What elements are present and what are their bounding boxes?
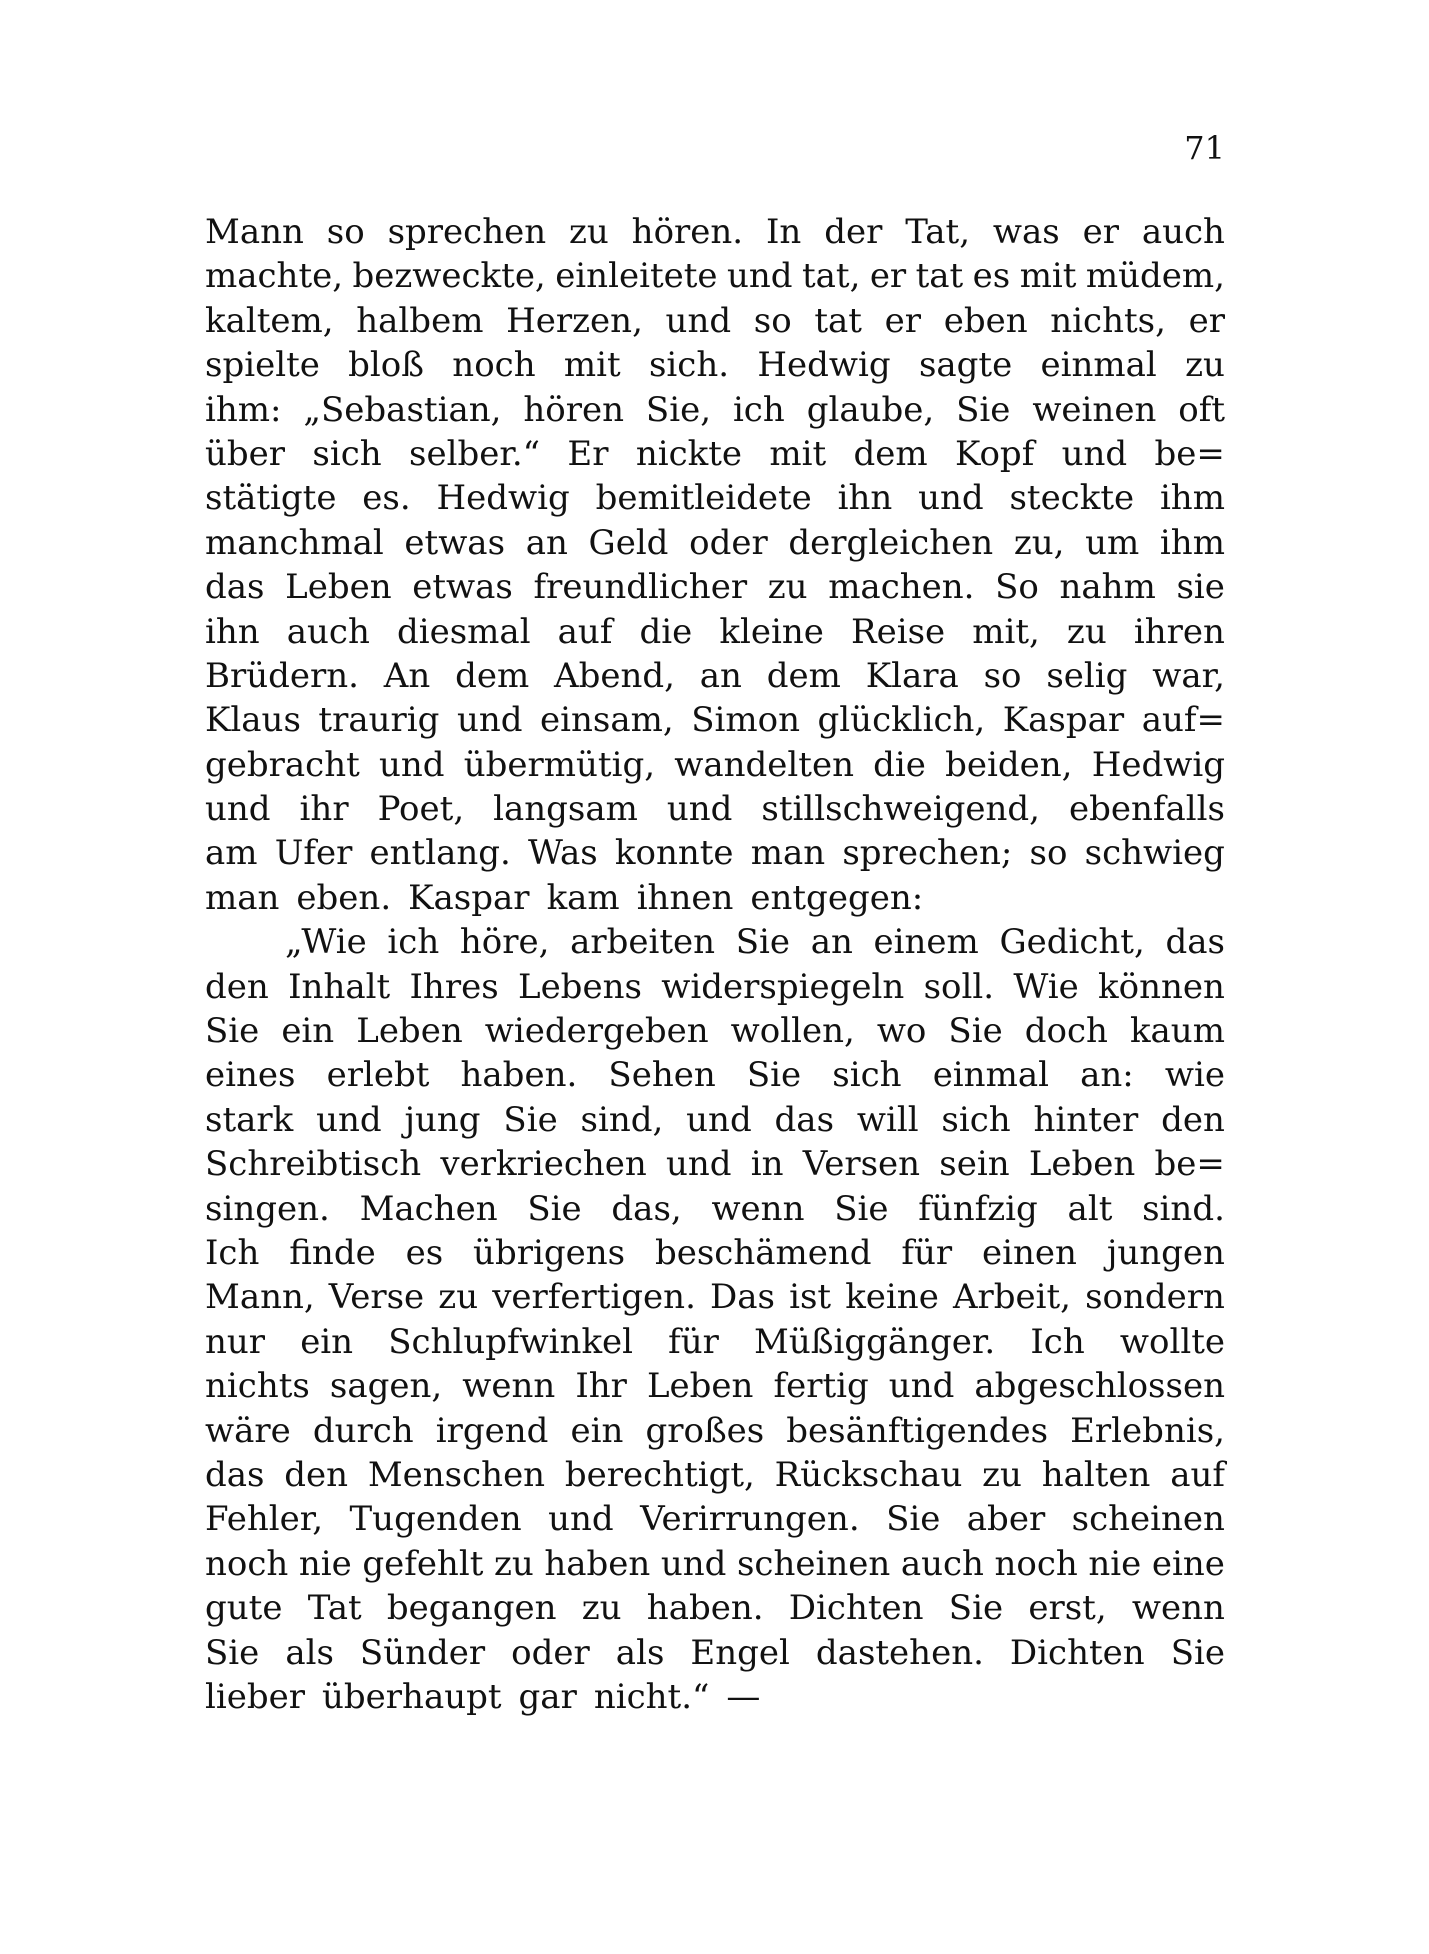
- text-line: eines erlebt haben. Sehen Sie sich einmal an: wie: [205, 1055, 1225, 1096]
- text-line: machte, bezweckte, einleitete und tat, er tat es mit müdem,: [205, 256, 1225, 297]
- text-line: „Wie ich höre, arbeiten Sie an einem Gedicht, das: [285, 922, 1225, 963]
- body-text: [205, 210, 1225, 1719]
- text-line: stark und jung Sie sind, und das will sich hinter den: [205, 1099, 1225, 1140]
- text-line: nur ein Schlupfwinkel für Müßiggänger. Ich wollte: [205, 1321, 1225, 1362]
- text-line: gebracht und übermütig, wandelten die beiden, Hedwig: [205, 744, 1225, 785]
- text-line: noch nie gefehlt zu haben und scheinen auch noch nie eine: [205, 1543, 1225, 1584]
- text-line: wäre durch irgend ein großes besänftigendes Erlebnis,: [205, 1410, 1225, 1451]
- text-line: nichts sagen, wenn Ihr Leben fertig und abgeschlossen: [205, 1366, 1225, 1407]
- text-line: man eben. Kaspar kam ihnen entgegen:: [205, 877, 924, 918]
- text-line: lieber überhaupt gar nicht.“ —: [205, 1676, 761, 1717]
- text-line: singen. Machen Sie das, wenn Sie fünfzig alt sind.: [205, 1188, 1225, 1229]
- text-line: und ihr Poet, langsam und stillschweigend, ebenfalls: [205, 789, 1225, 830]
- text-line: manchmal etwas an Geld oder dergleichen zu, um ihm: [205, 522, 1225, 563]
- text-line: Klaus traurig und einsam, Simon glücklich, Kaspar auf=: [205, 700, 1225, 741]
- text-line: das Leben etwas freundlicher zu machen. So nahm sie: [205, 567, 1225, 608]
- text-line: Brüdern. An dem Abend, an dem Klara so selig war,: [205, 655, 1225, 696]
- text-line: ihm: „Sebastian, hören Sie, ich glaube, Sie weinen oft: [205, 389, 1225, 430]
- text-line: Schreibtisch verkriechen und in Versen sein Leben be=: [205, 1144, 1225, 1185]
- text-line: über sich selber.“ Er nickte mit dem Kopf und be=: [205, 433, 1225, 474]
- text-line: Sie als Sünder oder als Engel dastehen. Dichten Sie: [205, 1632, 1225, 1673]
- text-line: Sie ein Leben wiedergeben wollen, wo Sie doch kaum: [205, 1011, 1225, 1052]
- page-number: 71: [1184, 129, 1225, 167]
- text-line: das den Menschen berechtigt, Rückschau zu halten auf: [205, 1454, 1225, 1495]
- text-line: spielte bloß noch mit sich. Hedwig sagte einmal zu: [205, 345, 1225, 386]
- text-line: kaltem, halbem Herzen, und so tat er eben nichts, er: [205, 300, 1225, 341]
- text-line: ihn auch diesmal auf die kleine Reise mit, zu ihren: [205, 611, 1225, 652]
- text-line: Fehler, Tugenden und Verirrungen. Sie aber scheinen: [205, 1499, 1225, 1540]
- text-line: stätigte es. Hedwig bemitleidete ihn und steckte ihm: [205, 478, 1225, 519]
- text-line: am Ufer entlang. Was konnte man sprechen; so schwieg: [205, 833, 1225, 874]
- text-line: den Inhalt Ihres Lebens widerspiegeln soll. Wie können: [205, 966, 1225, 1007]
- text-line: Mann so sprechen zu hören. In der Tat, was er auch: [205, 212, 1225, 252]
- text-line: gute Tat begangen zu haben. Dichten Sie erst, wenn: [205, 1588, 1225, 1629]
- text-line: Mann, Verse zu verfertigen. Das ist keine Arbeit, sondern: [205, 1277, 1225, 1318]
- text-line: Ich finde es übrigens beschämend für einen jungen: [205, 1232, 1225, 1273]
